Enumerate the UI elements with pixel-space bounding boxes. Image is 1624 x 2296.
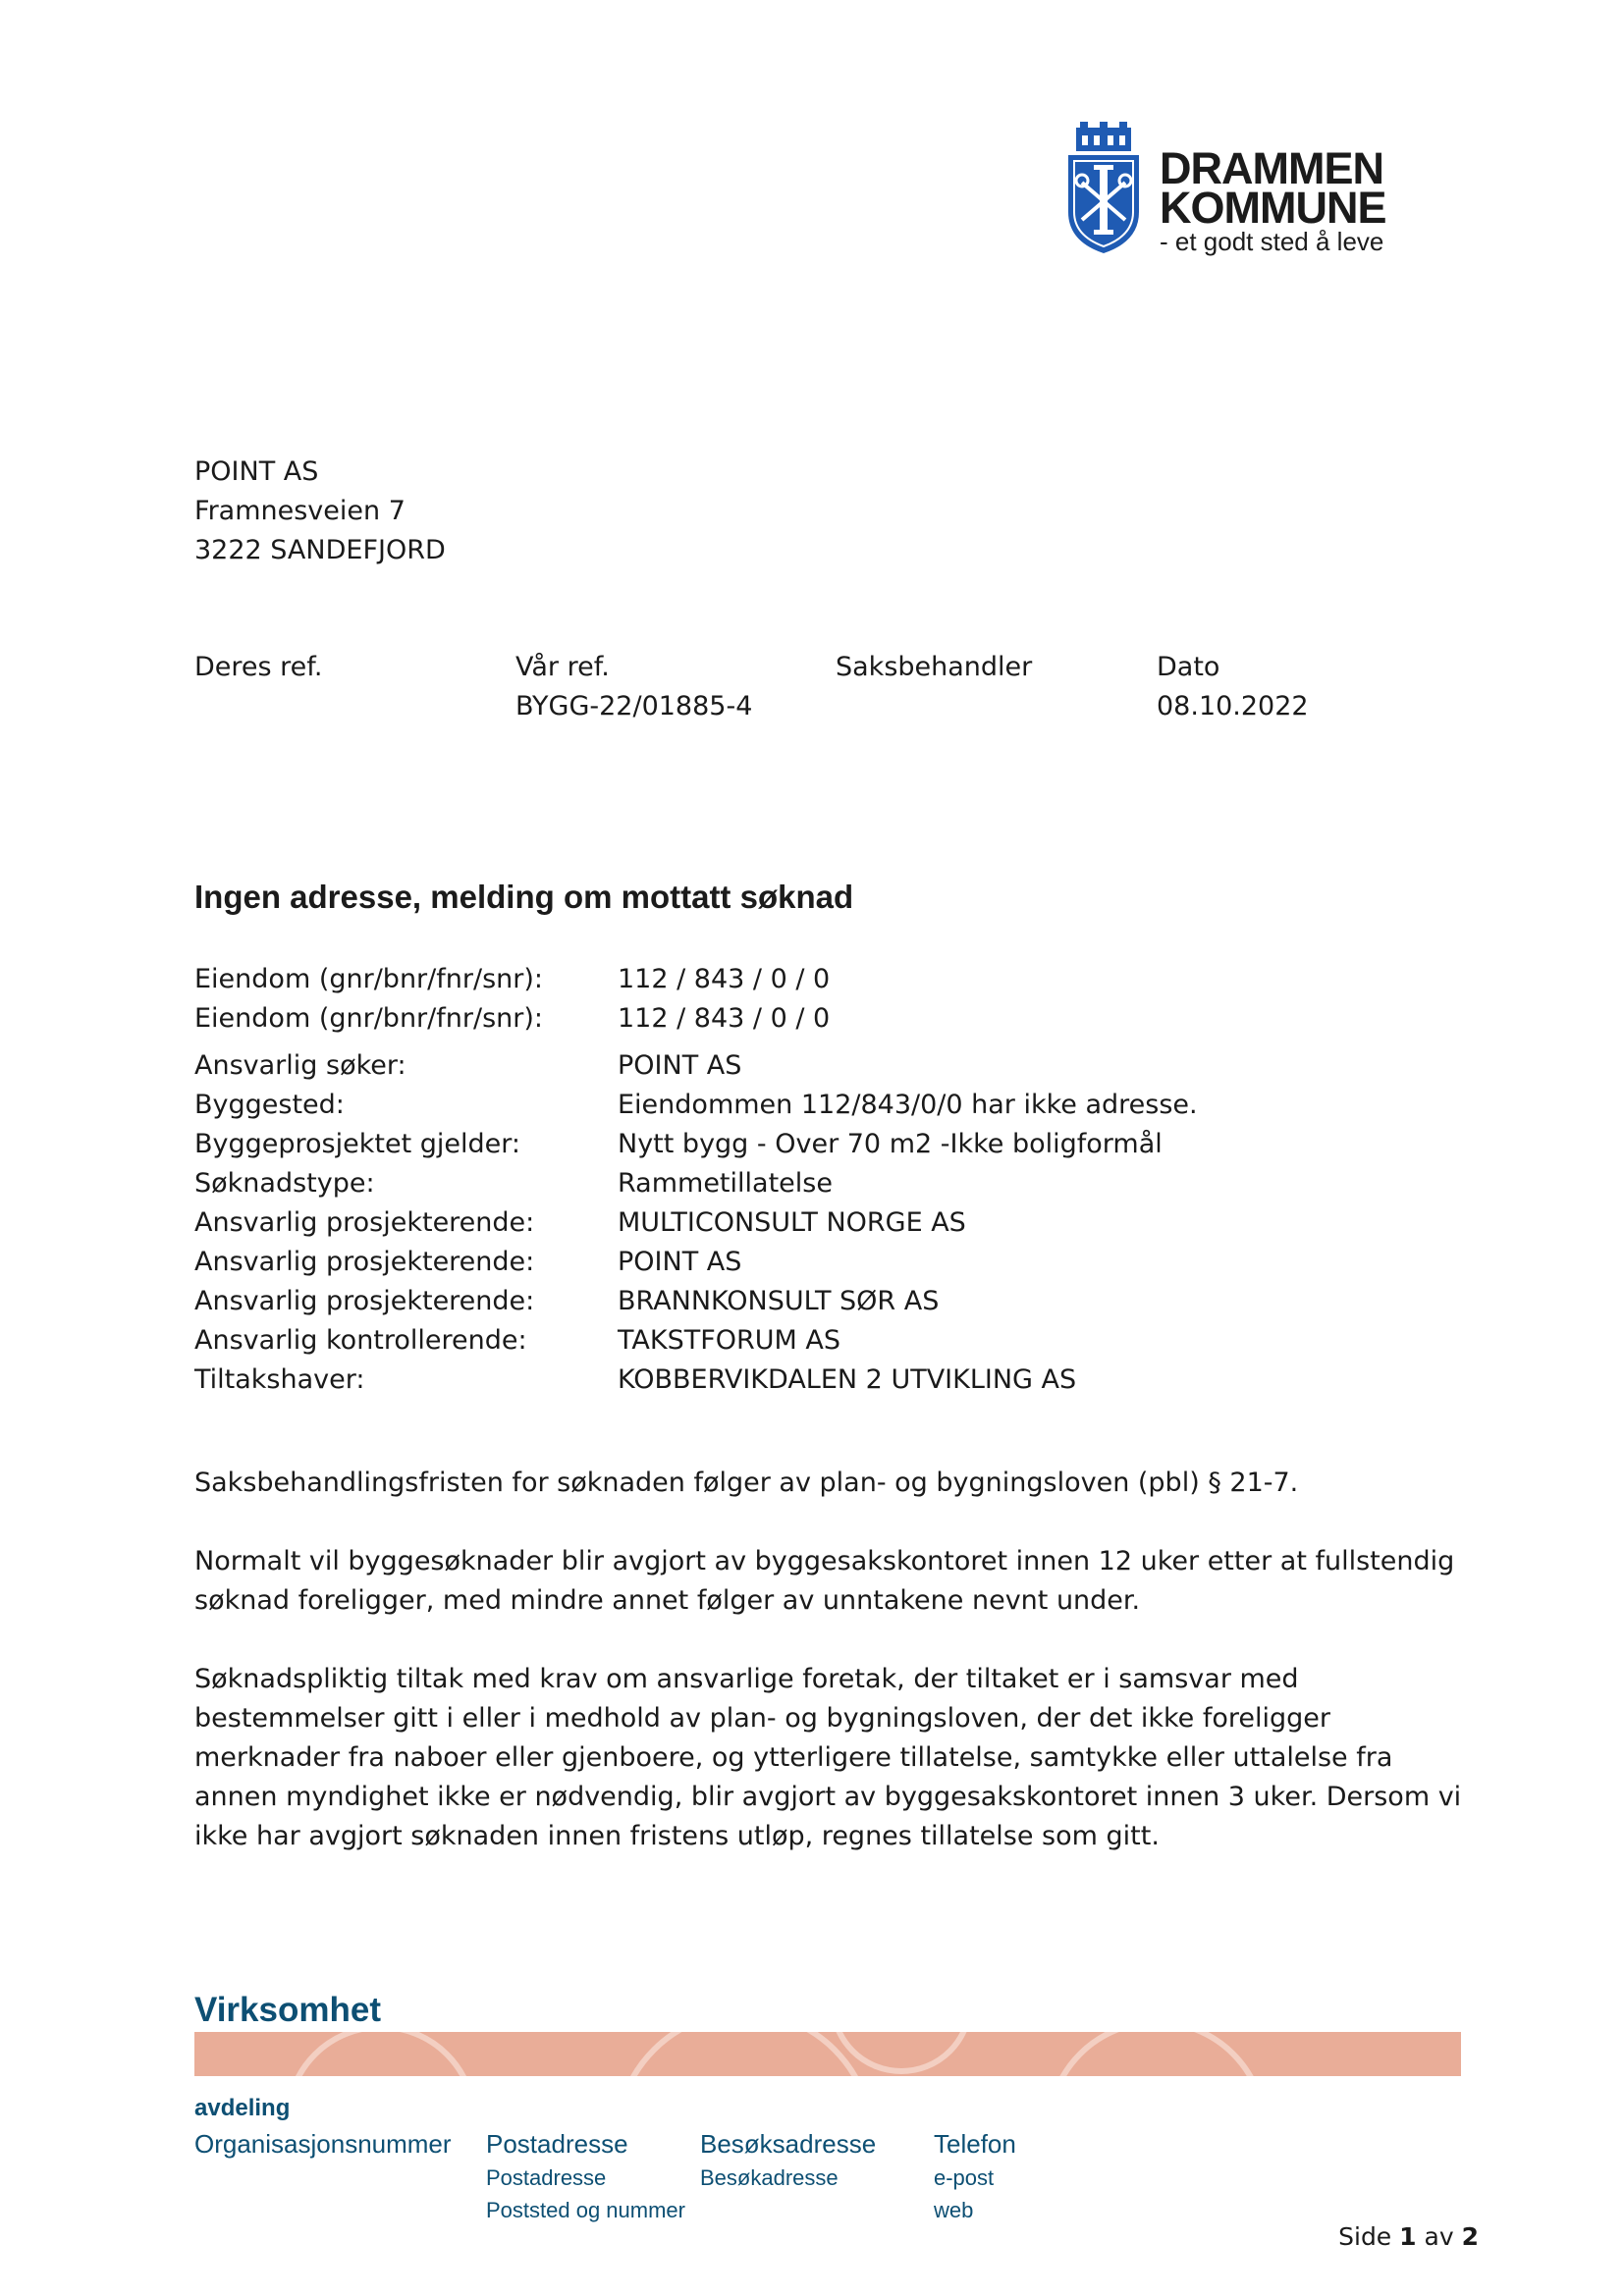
property-label: Eiendom (gnr/bnr/fnr/snr): bbox=[194, 1003, 543, 1034]
property-row bbox=[194, 1125, 1471, 1164]
property-label: Søknadstype: bbox=[194, 1168, 375, 1199]
pager-prefix: Side bbox=[1338, 2222, 1392, 2251]
property-value: Rammetillatelse bbox=[618, 1168, 833, 1199]
footer-col-heading: Organisasjonsnummer bbox=[194, 2129, 452, 2159]
property-row bbox=[194, 1282, 1471, 1321]
property-label: Ansvarlig prosjekterende: bbox=[194, 1247, 535, 1277]
recipient-postal: 3222 SANDEFJORD bbox=[194, 535, 446, 565]
footer-col-line: Postadresse bbox=[486, 2165, 607, 2190]
coat-of-arms-icon bbox=[1058, 122, 1149, 255]
footer-col-heading: Telefon bbox=[934, 2129, 1016, 2159]
footer-col-post bbox=[486, 2126, 685, 2226]
footer-col-org bbox=[194, 2126, 452, 2162]
pager-total: 2 bbox=[1461, 2222, 1479, 2251]
property-value: POINT AS bbox=[618, 1247, 742, 1277]
ref-dato-label: Dato bbox=[1157, 652, 1220, 682]
logo-name-line1: DRAMMEN bbox=[1160, 143, 1383, 193]
footer-col-line: Poststed og nummer bbox=[486, 2198, 685, 2222]
property-value: TAKSTFORUM AS bbox=[618, 1325, 840, 1356]
footer-col-visit bbox=[700, 2126, 876, 2194]
document-title: Ingen adresse, melding om mottatt søknad bbox=[194, 879, 854, 915]
property-row bbox=[194, 1164, 1471, 1203]
body-paragraph: Normalt vil byggesøknader blir avgjort av byggesakskontoret innen 12 uker etter at fullstendig søknad foreligger, med mindre annet følger av unntakene nevnt under. bbox=[194, 1546, 1455, 1616]
property-label: Tiltakshaver: bbox=[194, 1364, 365, 1395]
ref-var-value: BYGG-22/01885-4 bbox=[515, 691, 753, 721]
property-row bbox=[194, 960, 1471, 999]
ref-dato-value: 08.10.2022 bbox=[1157, 691, 1309, 721]
property-value: POINT AS bbox=[618, 1050, 742, 1081]
property-label: Eiendom (gnr/bnr/fnr/snr): bbox=[194, 964, 543, 994]
footer-col-line: e-post bbox=[934, 2165, 995, 2190]
property-label: Ansvarlig kontrollerende: bbox=[194, 1325, 527, 1356]
footer-col-heading: Besøksadresse bbox=[700, 2129, 877, 2159]
property-label: Byggeprosjektet gjelder: bbox=[194, 1129, 520, 1159]
footer-col-line: web bbox=[934, 2198, 974, 2222]
property-row bbox=[194, 999, 1471, 1039]
footer-decorative-band bbox=[194, 2032, 1461, 2076]
property-value: MULTICONSULT NORGE AS bbox=[618, 1207, 966, 1238]
property-row bbox=[194, 1046, 1471, 1086]
property-label: Ansvarlig prosjekterende: bbox=[194, 1207, 535, 1238]
property-value: BRANNKONSULT SØR AS bbox=[618, 1286, 940, 1316]
body-paragraph: Saksbehandlingsfristen for søknaden følger av plan- og bygningsloven (pbl) § 21-7. bbox=[194, 1468, 1299, 1498]
property-row bbox=[194, 1086, 1471, 1125]
page-number bbox=[1338, 2222, 1479, 2251]
ref-var-label: Vår ref. bbox=[515, 652, 610, 682]
body-paragraph: Søknadspliktig tiltak med krav om ansvarlige foretak, der tiltaket er i samsvar med bestemmelser gitt i eller i medhold av plan- og bygningsloven, der det ikke foreligger merknader fra naboer eller gjenboere, og ytterligere tillatelse, samtykke eller uttalelse fra annen myndighet ikke er nødvendig, blir avgjort av byggesakskontoret innen 3 uker. Dersom vi ikke har avgjort søknaden innen fristens utløp, regnes tillatelse som gitt. bbox=[194, 1664, 1462, 1851]
footer-col-phone bbox=[934, 2126, 1016, 2226]
property-value: Nytt bygg - Over 70 m2 -Ikke boligformål bbox=[618, 1129, 1163, 1159]
property-value: 112 / 843 / 0 / 0 bbox=[618, 1003, 831, 1034]
footer-department: avdeling bbox=[194, 2095, 291, 2121]
footer-col-heading: Postadresse bbox=[486, 2129, 628, 2159]
drammen-kommune-logo bbox=[1058, 122, 1412, 259]
property-value: 112 / 843 / 0 / 0 bbox=[618, 964, 831, 994]
property-label: Ansvarlig søker: bbox=[194, 1050, 406, 1081]
footer-col-line: Besøkadresse bbox=[700, 2165, 839, 2190]
ref-saksbehandler-label: Saksbehandler bbox=[836, 652, 1033, 682]
property-row bbox=[194, 1361, 1471, 1400]
ref-deres bbox=[194, 648, 322, 687]
property-row bbox=[194, 1203, 1471, 1243]
ref-var bbox=[515, 648, 752, 726]
property-label: Byggested: bbox=[194, 1090, 345, 1120]
property-label: Ansvarlig prosjekterende: bbox=[194, 1286, 535, 1316]
logo-name-line2: KOMMUNE bbox=[1160, 183, 1386, 233]
logo-tagline: - et godt sted å leve bbox=[1160, 227, 1384, 256]
footer-title: Virksomhet bbox=[194, 1991, 381, 2029]
ref-saksbehandler bbox=[836, 648, 1032, 687]
recipient-name: POINT AS bbox=[194, 456, 319, 487]
property-value: Eiendommen 112/843/0/0 har ikke adresse. bbox=[618, 1090, 1198, 1120]
pager-current: 1 bbox=[1399, 2222, 1417, 2251]
recipient-street: Framnesveien 7 bbox=[194, 496, 406, 526]
ref-dato bbox=[1157, 648, 1309, 726]
property-row bbox=[194, 1321, 1471, 1361]
pager-separator: av bbox=[1424, 2222, 1454, 2251]
property-value: KOBBERVIKDALEN 2 UTVIKLING AS bbox=[618, 1364, 1077, 1395]
ref-deres-label: Deres ref. bbox=[194, 652, 323, 682]
property-row bbox=[194, 1243, 1471, 1282]
band-pattern-icon bbox=[194, 2032, 1461, 2076]
